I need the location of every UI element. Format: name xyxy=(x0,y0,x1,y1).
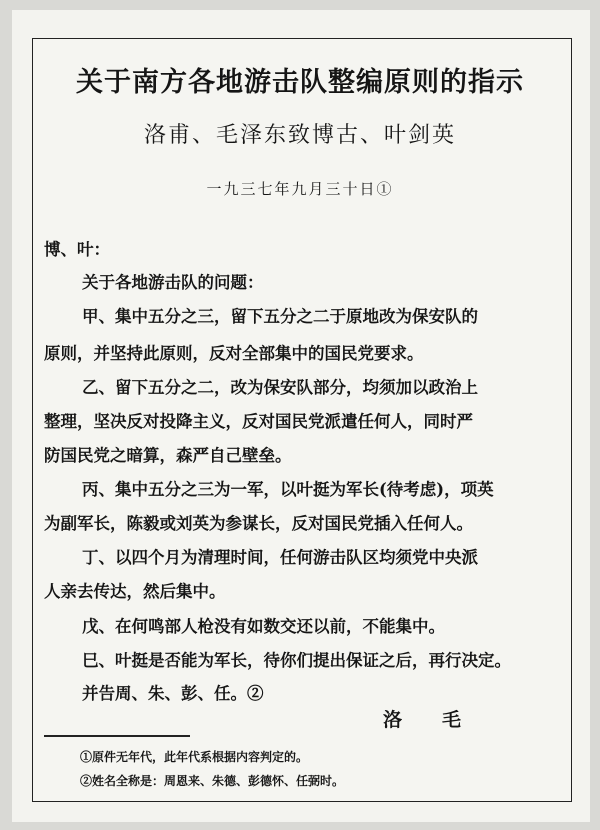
body-line: 防国民党之暗算，森严自己壁垒。 xyxy=(44,446,292,465)
footnote-divider xyxy=(44,735,190,737)
body-line: 原则，并坚持此原则，反对全部集中的国民党要求。 xyxy=(44,344,424,363)
body-line: 丙、集中五分之三为一军，以叶挺为军长(待考虑)，项英 xyxy=(82,480,494,499)
document-title: 关于南方各地游击队整编原则的指示 xyxy=(76,67,524,98)
body-line: 人亲去传达，然后集中。 xyxy=(44,582,226,601)
salutation: 博、叶： xyxy=(44,240,110,259)
document-subtitle: 洛甫、毛泽东致博古、叶剑英 xyxy=(143,123,456,148)
footnote-2: ②姓名全称是：周恩来、朱德、彭德怀、任弼时。 xyxy=(80,774,345,788)
body-line: 戊、在何鸣部人枪没有如数交还以前，不能集中。 xyxy=(82,617,445,636)
body-line: 巳、叶挺是否能为军长，待你们提出保证之后，再行决定。 xyxy=(82,651,511,670)
document-date: 一九三七年九月三十日① xyxy=(206,180,394,198)
body-line: 关于各地游击队的问题： xyxy=(82,273,264,292)
body-line: 并告周、朱、彭、任。② xyxy=(82,684,264,703)
body-line: 甲、集中五分之三，留下五分之二于原地改为保安队的 xyxy=(82,307,478,326)
footnote-1: ①原件无年代，此年代系根据内容判定的。 xyxy=(80,750,309,764)
body-line: 为副军长，陈毅或刘英为参谋长，反对国民党插入任何人。 xyxy=(44,514,473,533)
signature: 洛毛 xyxy=(383,709,502,731)
body-line: 丁、以四个月为清理时间，任何游击队区均须党中央派 xyxy=(82,548,478,567)
body-line: 乙、留下五分之二，改为保安队部分，均须加以政治上 xyxy=(82,378,478,397)
body-line: 整理，坚决反对投降主义，反对国民党派遣任何人，同时严 xyxy=(44,412,473,431)
